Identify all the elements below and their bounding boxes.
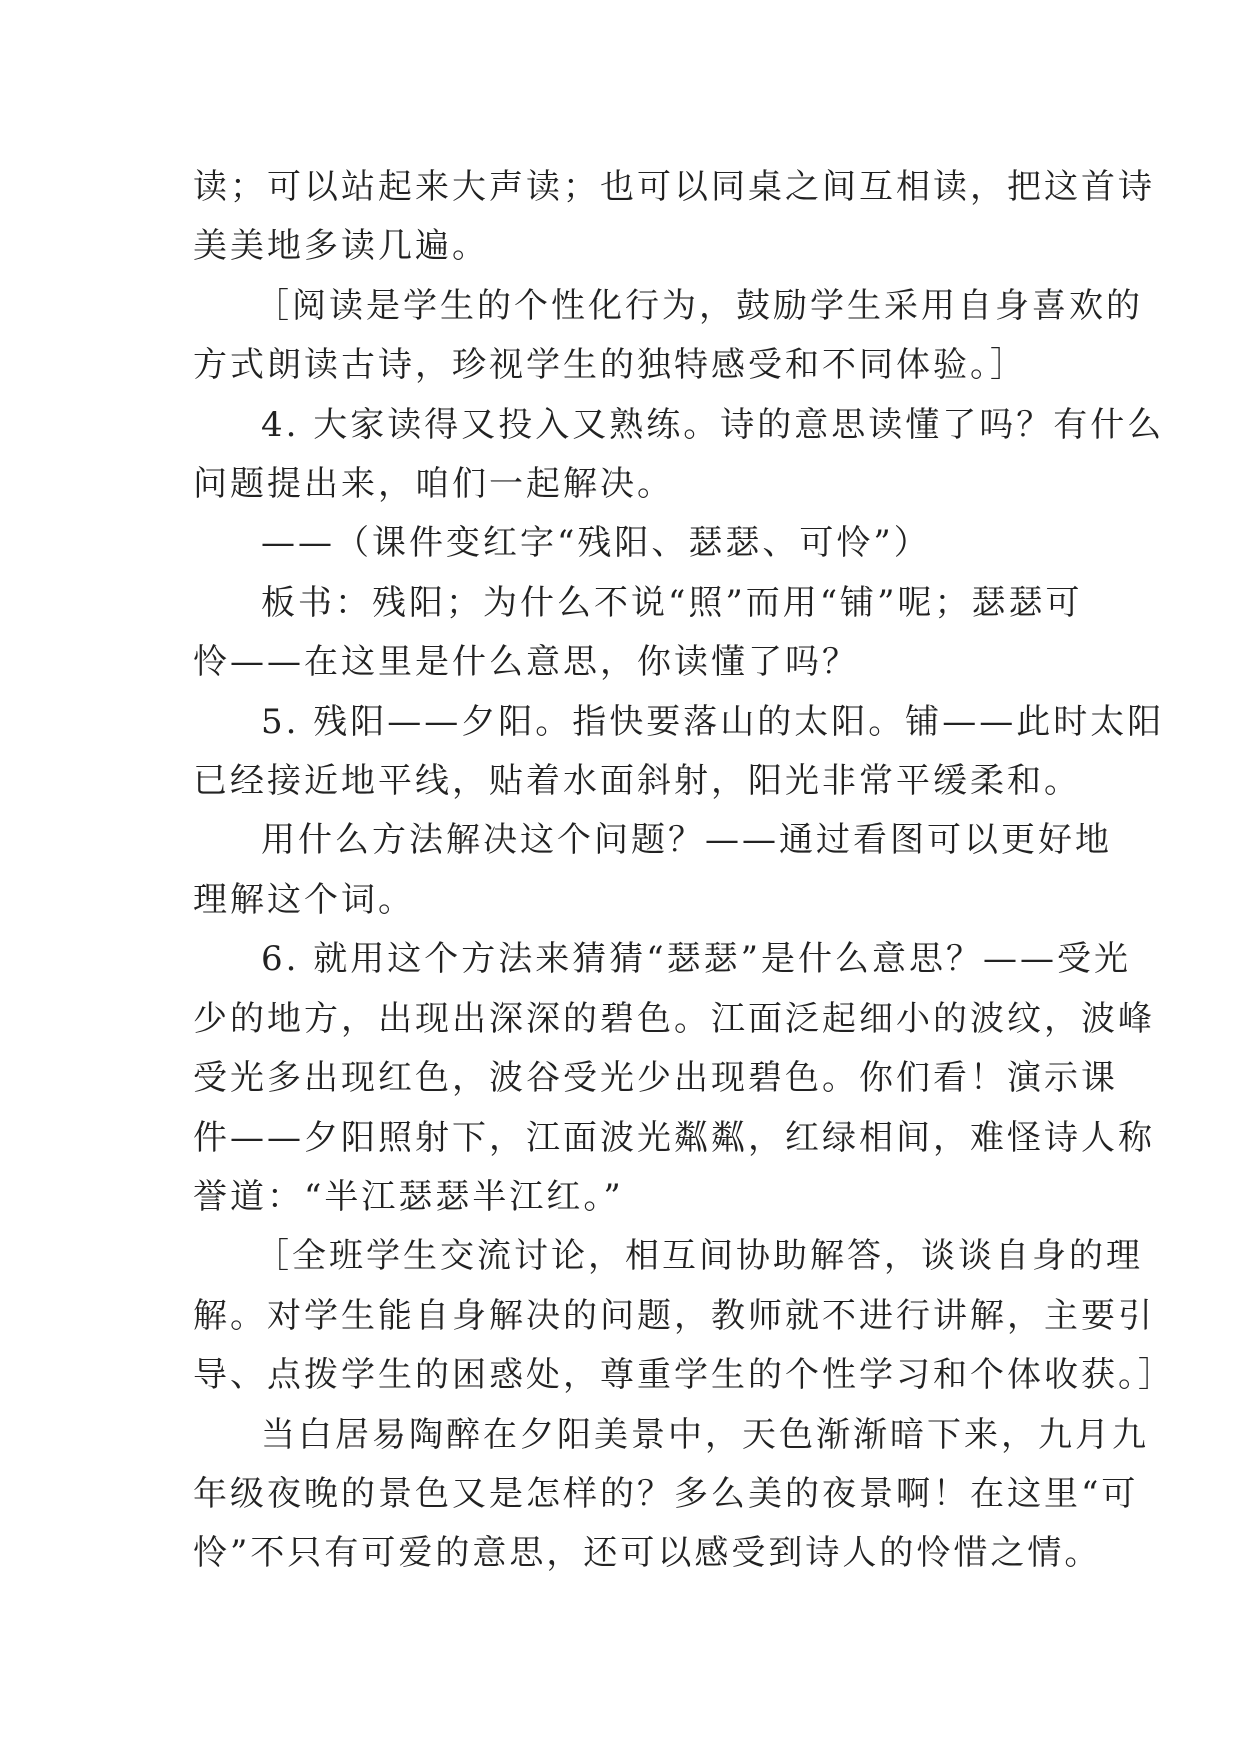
paragraph-4 [193,514,1053,573]
text-line: 誉道：“半江瑟瑟半江红。” [193,1176,624,1217]
text-line: 6. 就用这个方法来猜猜“瑟瑟”是什么意思？——受光 [261,939,1132,980]
text-line: ——（课件变红字“残阳、瑟瑟、可怜”） [261,523,931,564]
text-line: 受光多出现红色，波谷受光少出现碧色。你们看！演示课 [193,1058,1118,1099]
text-line: 方式朗读古诗，珍视学生的独特感受和不同体验。］ [193,345,1027,386]
text-line: 4. 大家读得又投入又熟练。诗的意思读懂了吗？有什么 [261,404,1165,445]
text-line: 5. 残阳——夕阳。指快要落山的太阳。铺——此时太阳 [261,701,1165,742]
text-line: 件——夕阳照射下，江面波光粼粼，红绿相间，难怪诗人称 [193,1117,1155,1158]
text-line: ［阅读是学生的个性化行为，鼓励学生采用自身喜欢的 [255,285,1143,326]
text-line: 用什么方法解决这个问题？——通过看图可以更好地 [261,820,1112,861]
text-line: 怜”不只有可爱的意思，还可以感受到诗人的怜惜之情。 [193,1533,1102,1574]
text-line: 问题提出来，咱们一起解决。 [193,464,674,505]
paragraph-9 [193,1227,1175,1405]
paragraph-8 [193,930,1155,1227]
text-line: 年级夜晚的景色又是怎样的？多么美的夜景啊！在这里“可 [193,1473,1139,1514]
paragraph-1 [193,158,1155,277]
text-line: 怜——在这里是什么意思，你读懂了吗？ [193,642,859,683]
text-line: 板书：残阳；为什么不说“照”而用“铺”呢；瑟瑟可 [261,582,1083,623]
text-line: 理解这个词。 [193,879,415,920]
text-line: 导、点拨学生的困惑处，尊重学生的个性学习和个体收获。］ [193,1355,1175,1396]
paragraph-10 [193,1406,1149,1584]
document-body [193,158,1175,1584]
paragraph-3 [193,396,1165,515]
paragraph-6 [193,693,1165,812]
text-line: 解。对学生能自身解决的问题，教师就不进行讲解，主要引 [193,1295,1155,1336]
paragraph-7 [193,811,1112,930]
paragraph-5 [193,574,1083,693]
text-line: 少的地方，出现出深深的碧色。江面泛起细小的波纹，波峰 [193,998,1155,1039]
text-line: 已经接近地平线，贴着水面斜射，阳光非常平缓柔和。 [193,761,1081,802]
text-line: 读；可以站起来大声读；也可以同桌之间互相读，把这首诗 [193,167,1155,207]
text-line: 美美地多读几遍。 [193,226,489,267]
text-line: 当白居易陶醉在夕阳美景中，天色渐渐暗下来，九月九 [261,1414,1149,1455]
paragraph-2 [193,277,1143,396]
text-line: ［全班学生交流讨论，相互间协助解答，谈谈自身的理 [255,1236,1143,1277]
